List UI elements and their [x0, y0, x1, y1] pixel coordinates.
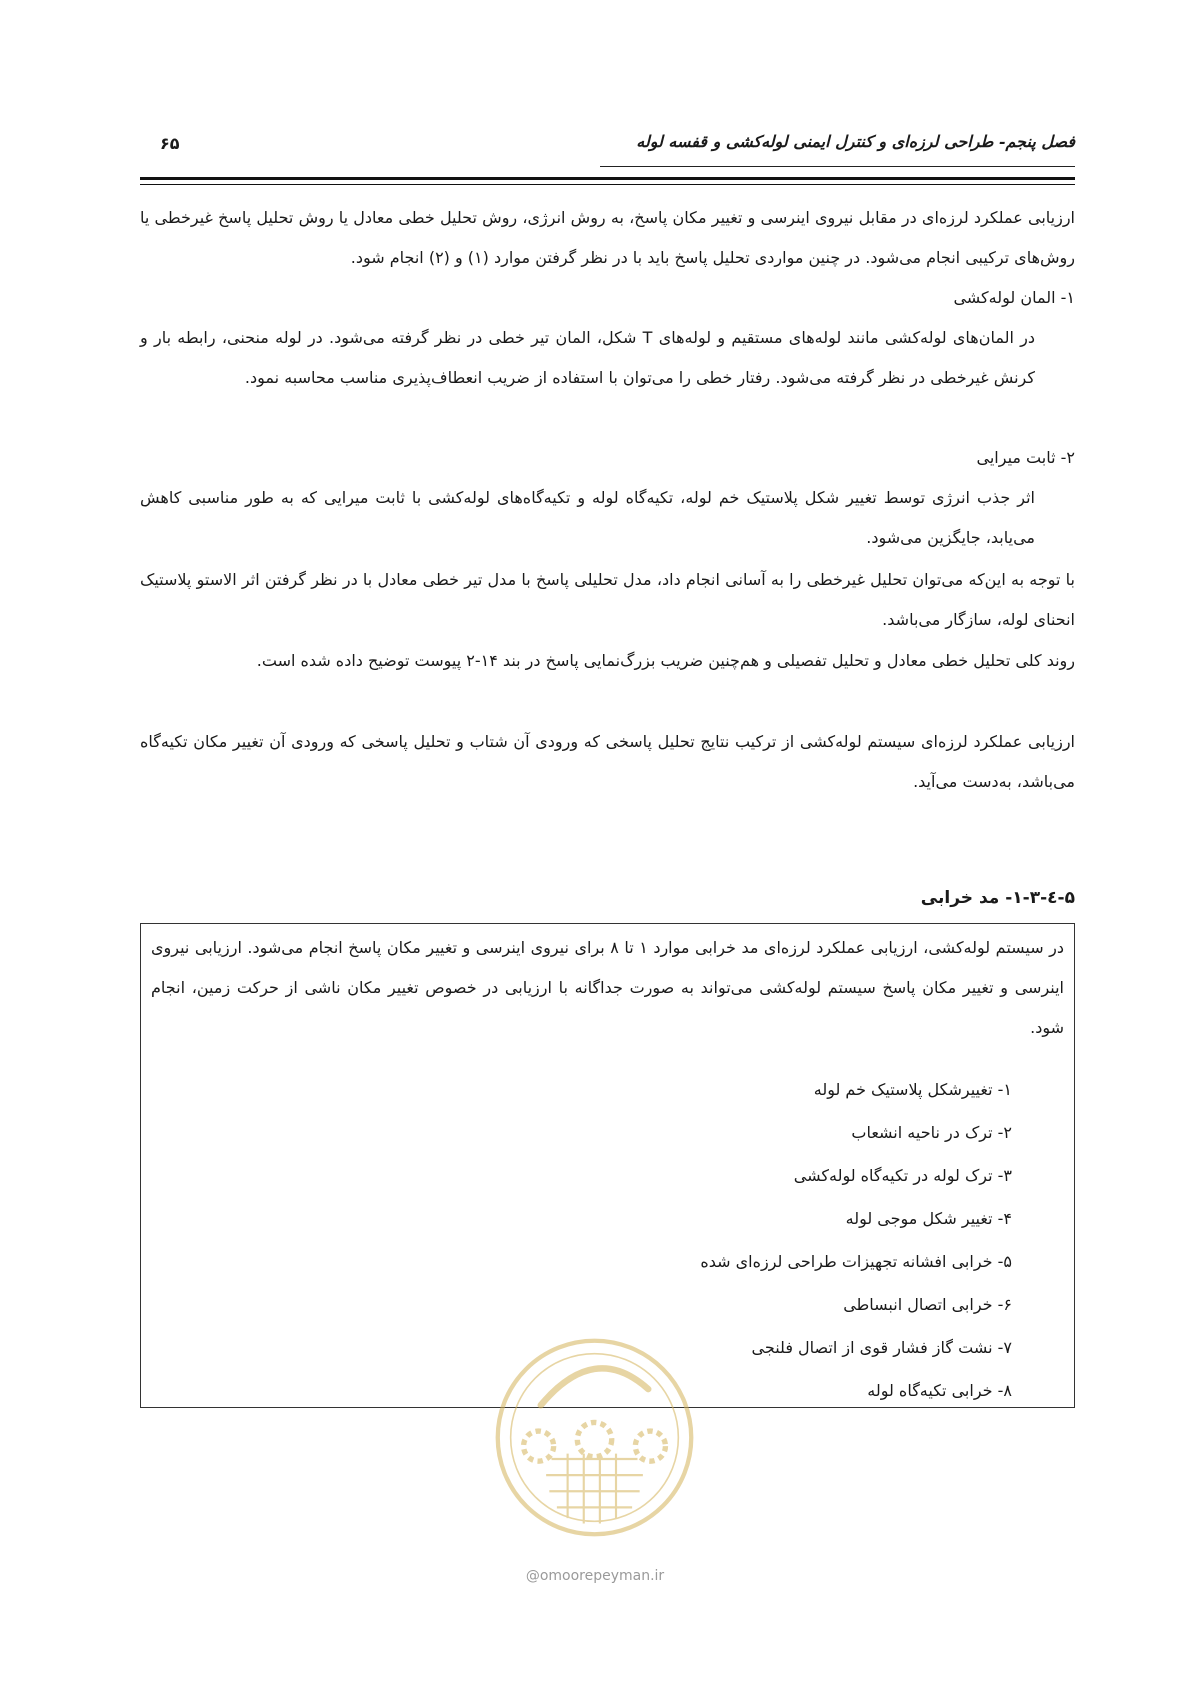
page-number: ۶۵ [160, 134, 180, 153]
chapter-title-underline [600, 166, 1075, 167]
header-rule-thick [140, 177, 1075, 180]
failure-mode-item: ۸- خرابی تکیه‌گاه لوله [867, 1381, 1012, 1400]
watermark-script-stroke [541, 1368, 649, 1405]
failure-mode-item: ۱- تغییرشکل پلاستیک خم لوله [813, 1080, 1012, 1099]
item-2-body: اثر جذب انرژی توسط تغییر شکل پلاستیک خم لوله، تکیه‌گاه لوله و تکیه‌گاه‌های لوله‌کشی با ثابت میرایی که به طور مناسبی کاهش می‌یابد، جایگزین می‌شود. [140, 488, 1035, 547]
section-heading: ۵-٤-۱-۳- مد خرابی [920, 888, 1075, 908]
paragraph-nonlinear-analysis: با توجه به این‌که می‌توان تحلیل غیرخطی را به آسانی انجام داد، مدل تحلیلی پاسخ با مدل تیر خطی معادل با در نظر گرفتن اثر الاستو پلاستیک انحنای لوله، سازگار می‌باشد. [140, 570, 1075, 629]
watermark-gear-icons [524, 1422, 666, 1461]
intro-paragraph: ارزیابی عملکرد لرزه‌ای در مقابل نیروی اینرسی و تغییر مکان پاسخ، به روش انرژی، روش تحلیل خطی معادل یا روش تحلیل پاسخ غیرخطی یا روش‌های ترکیبی انجام می‌شود. در چنین مواردی تحلیل پاسخ باید با در نظر گرفتن موارد (۱) و (۲) انجام شود. [140, 208, 1075, 267]
watermark-inner-ring [511, 1354, 679, 1522]
item-2-title: ۲- ثابت میرایی [976, 448, 1075, 467]
failure-mode-item: ۶- خرابی اتصال انبساطی [843, 1295, 1012, 1314]
failure-mode-item: ۵- خرابی افشانه تجهیزات طراحی لرزه‌ای شده [700, 1252, 1012, 1271]
failure-modes-intro: در سیستم لوله‌کشی، ارزیابی عملکرد لرزه‌ای مد خرابی موارد ۱ تا ۸ برای نیروی اینرسی و تغییر مکان پاسخ انجام می‌شود. ارزیابی نیروی اینرسی و تغییر مکان پاسخ سیستم لوله‌کشی می‌تواند به صورت جداگانه با ارزیابی در خصوص تغییر مکان ناشی از حرکت زمین، انجام شود. [151, 938, 1065, 1037]
paragraph-linear-procedure: روند کلی تحلیل خطی معادل و تحلیل تفصیلی و هم‌چنین ضریب بزرگ‌نمایی پاسخ در بند ۱۴-۲ پیوست توضیح داده شده است. [256, 651, 1075, 670]
failure-mode-item: ۲- ترک در ناحیه انشعاب [851, 1123, 1012, 1142]
failure-mode-item: ۷- نشت گاز فشار قوی از اتصال فلنجی [751, 1338, 1012, 1357]
failure-mode-item: ۴- تغییر شکل موجی لوله [845, 1209, 1012, 1228]
failure-modes-list [700, 1068, 1012, 1412]
chapter-title: فصل پنجم- طراحی لرزه‌ای و کنترل ایمنی لوله‌کشی و قفسه لوله [636, 132, 1075, 151]
paragraph-seismic-evaluation: ارزیابی عملکرد لرزه‌ای سیستم لوله‌کشی از ترکیب نتایج تحلیل پاسخی که ورودی آن شتاب و تحلیل پاسخی که ورودی آن تغییر مکان تکیه‌گاه می‌باشد، به‌دست می‌آید. [140, 732, 1075, 791]
header-rule-thin [140, 184, 1075, 185]
item-1-body: در المان‌های لوله‌کشی مانند لوله‌های مستقیم و لوله‌های T شکل، المان تیر خطی در نظر گرفته می‌شود. در لوله منحنی، رابطه بار و کرنش غیرخطی در نظر گرفته می‌شود. رفتار خطی را می‌توان با استفاده از ضریب انعطاف‌پذیری مناسب محاسبه نمود. [140, 328, 1036, 387]
item-1-title: ۱- المان لوله‌کشی [953, 288, 1075, 307]
watermark-url: @omoorepeyman.ir [525, 1568, 665, 1584]
watermark-grid [546, 1454, 643, 1524]
page-header [140, 128, 1075, 168]
failure-mode-item: ۳- ترک لوله در تکیه‌گاه لوله‌کشی [793, 1166, 1012, 1185]
watermark-logo [487, 1330, 702, 1545]
